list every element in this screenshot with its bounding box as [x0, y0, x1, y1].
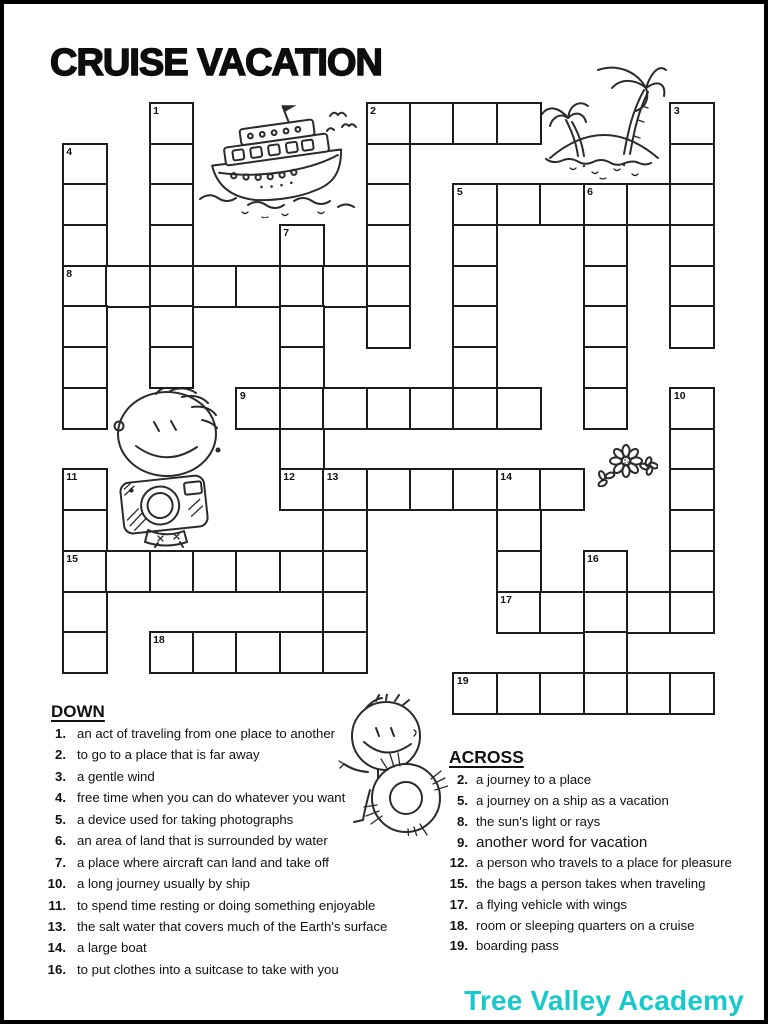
clue-number: 5.	[55, 811, 66, 827]
cell-number: 18	[153, 634, 165, 647]
grid-cell-r12c5[interactable]	[235, 550, 281, 593]
cell-number: 5	[456, 186, 463, 199]
clue-text: a device used for taking photographs	[77, 811, 294, 827]
grid-cell-r11c1[interactable]	[62, 509, 108, 552]
clue-number: 14.	[47, 940, 66, 956]
clue-item-15	[442, 876, 767, 897]
grid-cell-r15c13[interactable]	[583, 672, 629, 715]
grid-cell-r6c10[interactable]	[452, 305, 498, 348]
grid-cell-r4c6[interactable]	[279, 224, 325, 267]
grid-cell-r8c11[interactable]	[496, 387, 542, 430]
grid-cell-r6c1[interactable]	[62, 305, 108, 348]
clue-item-6	[42, 833, 387, 854]
clue-text: an area of land that is surrounded by water	[77, 833, 328, 849]
clue-number: 5.	[457, 792, 468, 808]
grid-cell-r10c12[interactable]	[539, 468, 585, 511]
grid-cell-r4c13[interactable]	[583, 224, 629, 267]
cell-number: 7	[283, 226, 290, 239]
clue-item-19	[442, 938, 767, 959]
grid-cell-r12c7[interactable]	[322, 550, 368, 593]
grid-cell-r1c10[interactable]	[452, 102, 498, 145]
grid-cell-r9c6[interactable]	[279, 428, 325, 471]
clue-number: 17.	[449, 896, 468, 912]
grid-cell-r9c15[interactable]	[669, 428, 715, 471]
grid-cell-r12c13[interactable]	[583, 550, 629, 593]
grid-cell-r13c7[interactable]	[322, 591, 368, 634]
clue-text: the bags a person takes when traveling	[476, 875, 706, 891]
clue-text: a journey on a ship as a vacation	[476, 792, 669, 808]
grid-cell-r10c7[interactable]	[322, 468, 368, 511]
grid-cell-r11c15[interactable]	[669, 509, 715, 552]
grid-cell-r8c15[interactable]	[669, 387, 715, 430]
grid-cell-r15c10[interactable]	[452, 672, 498, 715]
clue-item-11	[42, 898, 387, 919]
grid-cell-r1c11[interactable]	[496, 102, 542, 145]
grid-cell-r7c3[interactable]	[149, 346, 195, 389]
across-clues-section	[442, 747, 767, 959]
grid-cell-r8c7[interactable]	[322, 387, 368, 430]
clue-item-10	[42, 876, 387, 897]
grid-cell-r13c12[interactable]	[539, 591, 585, 634]
cell-number: 9	[239, 389, 246, 402]
grid-cell-r10c11[interactable]	[496, 468, 542, 511]
grid-cell-r8c13[interactable]	[583, 387, 629, 430]
grid-cell-r10c10[interactable]	[452, 468, 498, 511]
down-header: DOWN	[51, 702, 105, 721]
grid-cell-r10c1[interactable]	[62, 468, 108, 511]
grid-cell-r2c8[interactable]	[366, 143, 412, 186]
cell-number: 19	[456, 675, 469, 688]
clue-item-8	[442, 814, 767, 835]
clue-text: the salt water that covers much of the Earth's surface	[77, 918, 388, 934]
clue-item-2	[442, 772, 767, 793]
grid-cell-r14c7[interactable]	[322, 631, 368, 674]
clue-text: free time when you can do whatever you want	[77, 790, 346, 806]
grid-cell-r3c8[interactable]	[366, 183, 412, 226]
clue-number: 13.	[47, 918, 66, 934]
grid-cell-r6c3[interactable]	[149, 305, 195, 348]
clue-text: a person who travels to a place for pleasure	[476, 855, 732, 871]
grid-cell-r1c9[interactable]	[409, 102, 455, 145]
grid-cell-r6c13[interactable]	[583, 305, 629, 348]
grid-cell-r7c6[interactable]	[279, 346, 325, 389]
clue-text: a place where aircraft can land and take off	[77, 854, 329, 870]
grid-cell-r15c14[interactable]	[626, 672, 672, 715]
grid-cell-r3c10[interactable]	[452, 183, 498, 226]
grid-cell-r5c5[interactable]	[235, 265, 281, 308]
grid-cell-r5c1[interactable]	[62, 265, 108, 308]
clue-number: 3.	[55, 768, 66, 784]
cell-number: 3	[673, 104, 680, 117]
grid-cell-r14c6[interactable]	[279, 631, 325, 674]
clue-item-16	[42, 962, 387, 983]
clue-number: 9.	[457, 835, 468, 851]
grid-cell-r10c6[interactable]	[279, 468, 325, 511]
grid-cell-r8c10[interactable]	[452, 387, 498, 430]
cell-number: 10	[673, 389, 686, 402]
grid-cell-r7c1[interactable]	[62, 346, 108, 389]
grid-cell-r5c2[interactable]	[105, 265, 151, 308]
page-title: CRUISE VACATION	[50, 42, 382, 84]
grid-cell-r3c1[interactable]	[62, 183, 108, 226]
grid-cell-r13c1[interactable]	[62, 591, 108, 634]
clue-number: 2.	[55, 747, 66, 763]
cell-number: 11	[66, 471, 78, 484]
clue-text: to go to a place that is far away	[77, 747, 260, 763]
brand-footer: Tree Valley Academy	[464, 985, 744, 1016]
grid-cell-r5c8[interactable]	[366, 265, 412, 308]
grid-cell-r14c3[interactable]	[149, 631, 195, 674]
clue-item-2	[42, 747, 387, 768]
clue-text: the sun's light or rays	[476, 813, 601, 829]
cell-number: 6	[587, 186, 593, 199]
cell-number: 13	[326, 471, 339, 484]
clue-item-3	[42, 769, 387, 790]
clue-item-9	[442, 834, 767, 855]
clue-number: 15.	[449, 875, 468, 891]
cell-number: 2	[370, 104, 376, 117]
clue-text: to spend time resting or doing something enjoyable	[77, 897, 376, 913]
clue-item-14	[42, 940, 387, 961]
clue-item-5	[442, 793, 767, 814]
clue-text: another word for vacation	[476, 834, 648, 852]
clue-item-17	[442, 897, 767, 918]
grid-cell-r3c13[interactable]	[583, 183, 629, 226]
grid-cell-r6c6[interactable]	[279, 305, 325, 348]
grid-cell-r5c3[interactable]	[149, 265, 195, 308]
grid-cell-r12c15[interactable]	[669, 550, 715, 593]
clue-text: to put clothes into a suitcase to take with you	[77, 961, 339, 977]
clue-item-12	[442, 855, 767, 876]
clue-item-4	[42, 790, 387, 811]
grid-cell-r3c15[interactable]	[669, 183, 715, 226]
grid-cell-r13c15[interactable]	[669, 591, 715, 634]
clue-item-5	[42, 812, 387, 833]
grid-cell-r13c13[interactable]	[583, 591, 629, 634]
grid-cell-r14c4[interactable]	[192, 631, 238, 674]
clue-text: a journey to a place	[476, 772, 592, 787]
grid-cell-r5c4[interactable]	[192, 265, 238, 308]
grid-cell-r4c10[interactable]	[452, 224, 498, 267]
grid-cell-r8c1[interactable]	[62, 387, 108, 430]
clue-number: 11.	[48, 897, 66, 913]
grid-cell-r1c8[interactable]	[366, 102, 412, 145]
clue-item-18	[442, 918, 767, 939]
clue-number: 19.	[449, 938, 468, 954]
clue-item-13	[42, 919, 387, 940]
grid-cell-r2c3[interactable]	[149, 143, 195, 186]
clue-item-7	[42, 855, 387, 876]
grid-cell-r5c6[interactable]	[279, 265, 325, 308]
cell-number: 12	[283, 471, 295, 484]
cell-number: 17	[500, 593, 512, 606]
down-clue-list	[42, 726, 387, 983]
grid-cell-r4c3[interactable]	[149, 224, 195, 267]
grid-cell-r6c15[interactable]	[669, 305, 715, 348]
down-clues-section	[42, 702, 387, 983]
grid-cell-r8c6[interactable]	[279, 387, 325, 430]
grid-cell-r8c5[interactable]	[235, 387, 281, 430]
grid-cell-r7c13[interactable]	[583, 346, 629, 389]
clue-text: a gentle wind	[77, 768, 155, 784]
cell-number: 1	[153, 104, 159, 117]
grid-cell-r5c13[interactable]	[583, 265, 629, 308]
grid-cell-r8c9[interactable]	[409, 387, 455, 430]
clue-text: room or sleeping quarters on a cruise	[476, 917, 695, 933]
grid-cell-r15c12[interactable]	[539, 672, 585, 715]
clue-number: 12.	[449, 855, 468, 871]
clue-number: 7.	[55, 854, 66, 870]
grid-cell-r7c10[interactable]	[452, 346, 498, 389]
grid-cell-r6c8[interactable]	[366, 305, 412, 348]
grid-cell-r15c15[interactable]	[669, 672, 715, 715]
clue-number: 1.	[55, 726, 66, 741]
grid-cell-r3c11[interactable]	[496, 183, 542, 226]
clue-text: an act of traveling from one place to another	[77, 726, 336, 741]
clue-text: a large boat	[77, 940, 147, 956]
cell-number: 14	[500, 471, 512, 484]
clue-number: 4.	[55, 790, 66, 806]
grid-cell-r14c1[interactable]	[62, 631, 108, 674]
grid-cell-r11c7[interactable]	[322, 509, 368, 552]
grid-cell-r13c14[interactable]	[626, 591, 672, 634]
cell-number: 8	[66, 267, 73, 280]
grid-cell-r5c7[interactable]	[322, 265, 368, 308]
grid-cell-r4c1[interactable]	[62, 224, 108, 267]
grid-cell-r5c10[interactable]	[452, 265, 498, 308]
grid-cell-r14c13[interactable]	[583, 631, 629, 674]
grid-cell-r15c11[interactable]	[496, 672, 542, 715]
grid-cell-r8c8[interactable]	[366, 387, 412, 430]
clue-text: a flying vehicle with wings	[476, 896, 627, 912]
grid-cell-r1c15[interactable]	[669, 102, 715, 145]
grid-cell-r12c4[interactable]	[192, 550, 238, 593]
grid-cell-r12c2[interactable]	[105, 550, 151, 593]
grid-cell-r3c3[interactable]	[149, 183, 195, 226]
grid-cell-r4c8[interactable]	[366, 224, 412, 267]
clue-item-1	[42, 726, 387, 747]
across-header: ACROSS	[449, 747, 524, 767]
grid-cell-r5c15[interactable]	[669, 265, 715, 308]
grid-cell-r3c12[interactable]	[539, 183, 585, 226]
grid-cell-r1c3[interactable]	[149, 102, 195, 145]
grid-cell-r12c11[interactable]	[496, 550, 542, 593]
clue-text: boarding pass	[476, 938, 559, 954]
grid-cell-r11c11[interactable]	[496, 509, 542, 552]
grid-cell-r10c8[interactable]	[366, 468, 412, 511]
clue-number: 6.	[55, 833, 66, 849]
grid-cell-r10c9[interactable]	[409, 468, 455, 511]
clue-number: 16.	[47, 961, 66, 977]
grid-cell-r12c3[interactable]	[149, 550, 195, 593]
grid-cell-r14c5[interactable]	[235, 631, 281, 674]
grid-cell-r2c1[interactable]	[62, 143, 108, 186]
clue-text: a long journey usually by ship	[77, 876, 251, 892]
cell-number: 15	[66, 552, 78, 565]
grid-cell-r12c6[interactable]	[279, 550, 325, 593]
grid-cell-r12c1[interactable]	[62, 550, 108, 593]
grid-cell-r3c14[interactable]	[626, 183, 672, 226]
cell-number: 16	[587, 552, 599, 565]
grid-cell-r13c11[interactable]	[496, 591, 542, 634]
clue-number: 8.	[457, 813, 468, 829]
clue-number: 2.	[457, 772, 468, 787]
clue-number: 18.	[449, 917, 468, 933]
clue-number: 10.	[47, 876, 66, 892]
grid-cell-r4c15[interactable]	[669, 224, 715, 267]
across-clue-list	[442, 772, 767, 959]
grid-cell-r2c15[interactable]	[669, 143, 715, 186]
grid-cell-r10c15[interactable]	[669, 468, 715, 511]
cell-number: 4	[66, 145, 73, 158]
